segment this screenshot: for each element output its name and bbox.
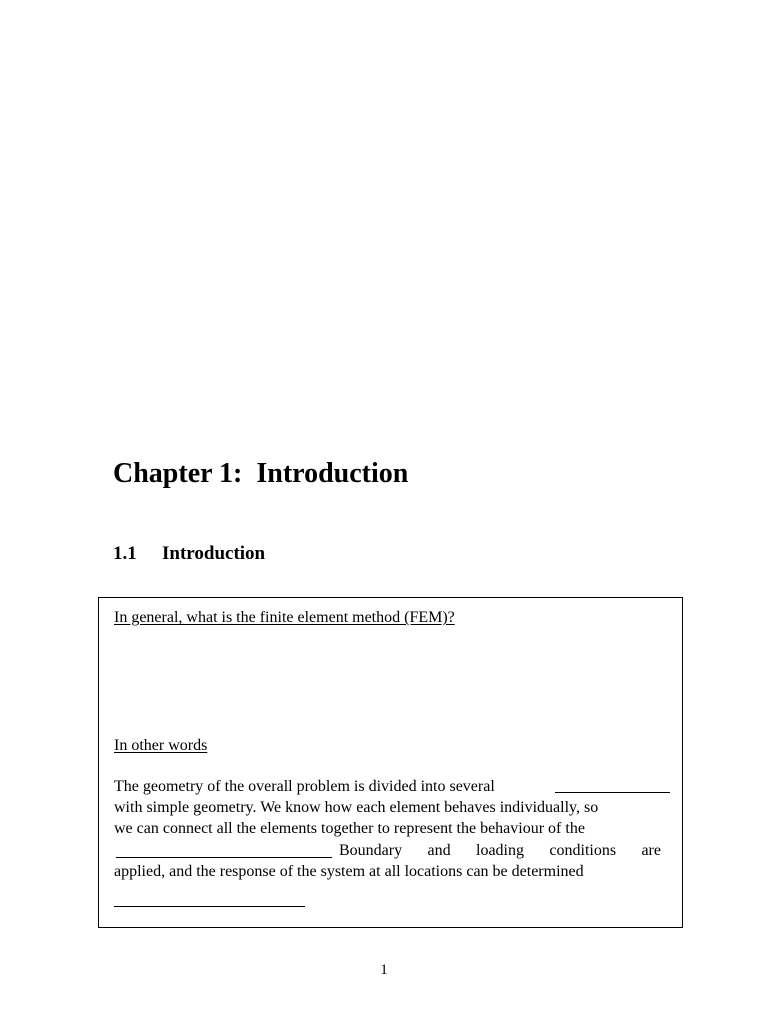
paragraph-line-4: [339, 840, 661, 861]
paragraph-line-2: with simple geometry. We know how each element behaves individually, so: [114, 799, 599, 816]
paragraph-line-5: applied, and the response of the system at all locations can be determined: [114, 863, 584, 880]
fill-in-blank-3[interactable]: [114, 906, 305, 907]
section-title: Introduction: [162, 543, 266, 564]
paragraph-word: are: [641, 842, 661, 859]
paragraph-word: Boundary: [339, 842, 403, 859]
section-heading: [113, 542, 265, 566]
page-number: 1: [380, 962, 388, 978]
paragraph-word: and: [427, 842, 451, 859]
paragraph-word: loading: [476, 842, 524, 859]
question-box: [98, 597, 683, 928]
section-number: 1.1: [113, 543, 137, 564]
paragraph-line-3: we can connect all the elements together to represent the behaviour of the: [114, 820, 585, 837]
paragraph-line-1: The geometry of the overall problem is divided into several: [114, 778, 495, 795]
paragraph-word: conditions: [549, 842, 617, 859]
fill-in-blank-1[interactable]: [555, 792, 670, 793]
question-prompt: In general, what is the finite element method (FEM)?: [114, 609, 455, 626]
fill-in-blank-2[interactable]: [116, 857, 332, 858]
chapter-title: Chapter 1: Introduction: [113, 458, 409, 489]
in-other-words-subheading: In other words: [114, 737, 208, 754]
